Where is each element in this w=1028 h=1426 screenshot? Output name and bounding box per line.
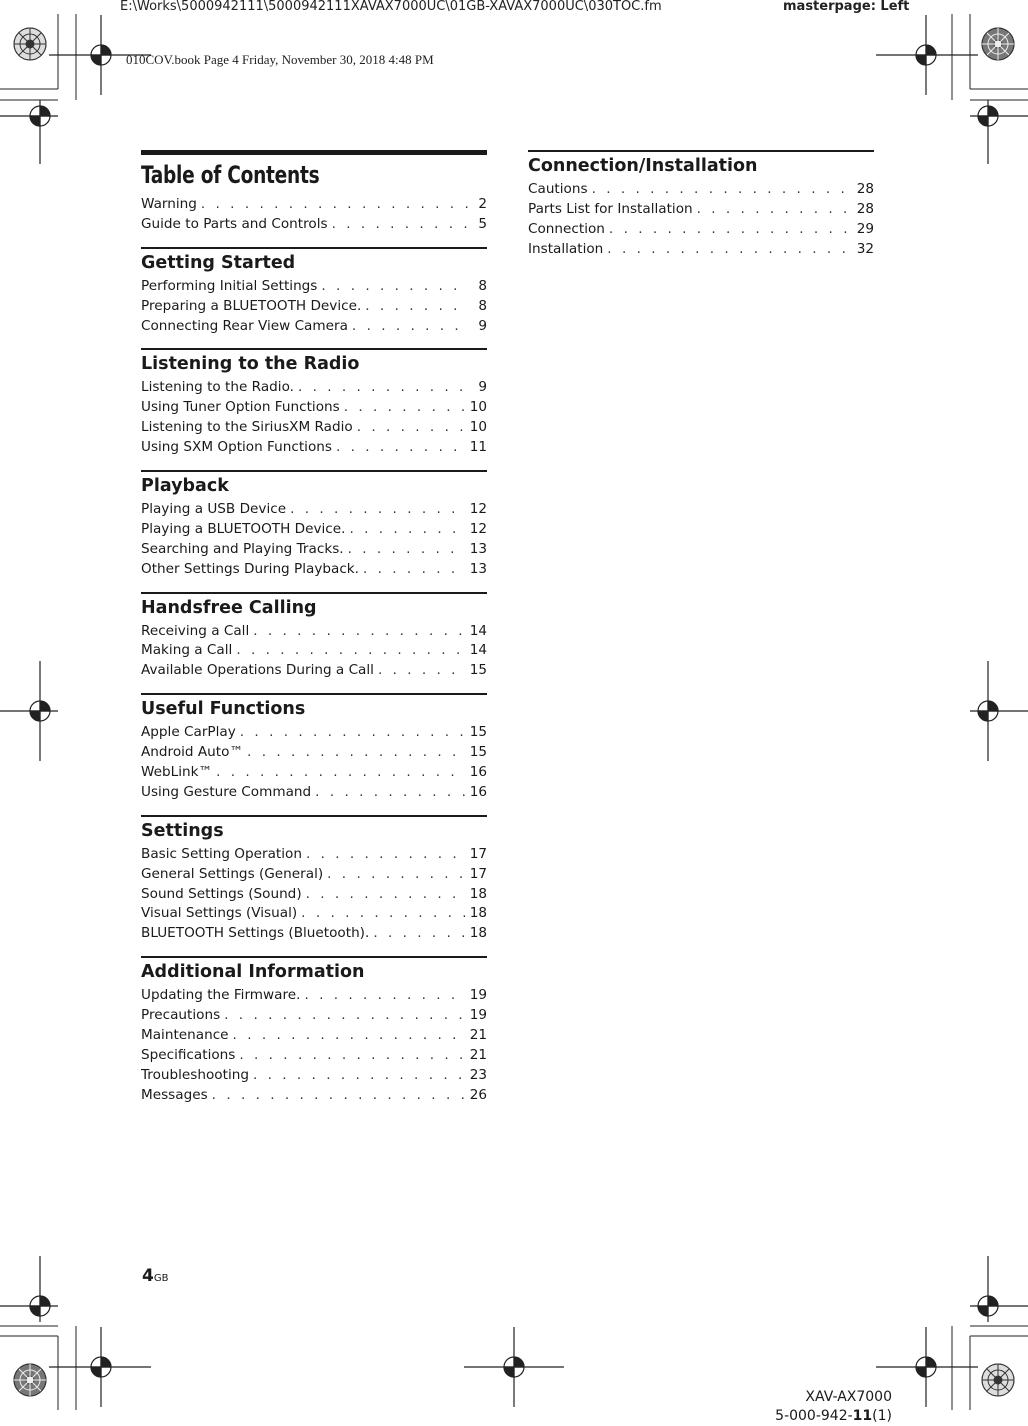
toc-entry-label: WebLink™ <box>141 764 213 781</box>
toc-entry-label: Visual Settings (Visual) <box>141 905 298 922</box>
section-title: Connection/Installation <box>528 156 758 176</box>
dot-leader <box>247 743 466 763</box>
toc-entry[interactable] <box>141 277 487 297</box>
toc-entry-label: Other Settings During Playback. <box>141 560 359 577</box>
dot-leader <box>304 986 465 1006</box>
toc-entry-page: 14 <box>469 642 487 659</box>
toc-entry[interactable] <box>141 418 487 438</box>
dot-leader <box>363 560 466 580</box>
code-prefix: 5-000-942- <box>775 1408 853 1424</box>
toc-entry-page: 13 <box>469 540 487 557</box>
toc-entry-page: 18 <box>469 925 487 942</box>
toc-entry[interactable] <box>141 641 487 661</box>
dot-leader <box>236 641 465 661</box>
toc-entry-label: Connecting Rear View Camera <box>141 317 348 334</box>
toc-entry[interactable] <box>141 661 487 681</box>
section-rule <box>141 815 487 817</box>
section-rule <box>141 470 487 472</box>
toc-entry-label: Guide to Parts and Controls <box>141 215 328 232</box>
toc-entry-page: 19 <box>469 1007 487 1024</box>
dot-leader <box>306 885 466 905</box>
dot-leader <box>592 180 853 200</box>
dot-leader <box>336 438 466 458</box>
title-rule <box>141 150 487 155</box>
toc-entry-label: Performing Initial Settings <box>141 277 318 294</box>
dot-leader <box>298 378 469 398</box>
section-title: Handsfree Calling <box>141 597 317 618</box>
toc-entry-page: 16 <box>469 783 487 800</box>
toc-entry-page: 8 <box>478 297 487 314</box>
section-title: Getting Started <box>141 252 296 273</box>
toc-section <box>141 470 487 580</box>
dot-leader <box>352 317 469 337</box>
toc-entry[interactable] <box>141 885 487 905</box>
toc-entry-label: Using SXM Option Functions <box>141 439 332 456</box>
toc-entry-page: 10 <box>469 399 487 416</box>
toc-entry[interactable] <box>141 1026 487 1046</box>
dot-leader <box>306 845 466 865</box>
toc-entry-page: 11 <box>469 439 487 456</box>
toc-entry[interactable] <box>141 438 487 458</box>
toc-section <box>141 956 487 1105</box>
section-title: Playback <box>141 476 229 497</box>
section-title: Listening to the Radio <box>141 354 360 375</box>
toc-entry-label: Making a Call <box>141 642 233 659</box>
page-title: Table of Contents <box>141 161 320 189</box>
toc-entry-page: 8 <box>478 277 487 294</box>
toc-entry-label: Troubleshooting <box>141 1066 249 1083</box>
toc-entry-page: 16 <box>469 764 487 781</box>
left-sections <box>141 247 487 1106</box>
right-sections <box>528 150 874 260</box>
toc-entry-page: 21 <box>469 1027 487 1044</box>
dot-leader <box>290 500 466 520</box>
document-code <box>775 1408 892 1424</box>
toc-entry-label: Updating the Firmware. <box>141 987 301 1004</box>
toc-entry[interactable] <box>528 180 874 200</box>
toc-section <box>141 592 487 682</box>
section-title: Additional Information <box>141 962 365 983</box>
toc-section <box>141 348 487 458</box>
code-bold: 11 <box>852 1408 873 1424</box>
toc-entry-label: Precautions <box>141 1007 221 1024</box>
toc-right-column <box>528 150 874 260</box>
toc-entry[interactable] <box>141 783 487 803</box>
file-path: E:\Works\5000942111\5000942111XAVAX7000UC\01GB-XAVAX7000UC\030TOC.fm <box>120 0 662 14</box>
toc-entry-page: 28 <box>856 181 874 197</box>
toc-entry[interactable] <box>141 500 487 520</box>
toc-entry[interactable] <box>528 240 874 260</box>
toc-entry[interactable] <box>141 1086 487 1106</box>
toc-entry[interactable] <box>141 378 487 398</box>
toc-entry[interactable] <box>141 1006 487 1026</box>
dot-leader <box>357 418 466 438</box>
dot-leader <box>609 220 853 240</box>
dot-leader <box>240 723 466 743</box>
intro-entries <box>141 195 487 235</box>
toc-entry-page: 32 <box>856 240 874 257</box>
dot-leader <box>301 904 466 924</box>
toc-entry[interactable] <box>141 865 487 885</box>
masterpage-label: masterpage: Left <box>783 0 910 14</box>
dot-leader <box>253 622 465 642</box>
toc-entry[interactable] <box>141 1066 487 1086</box>
dot-leader <box>321 277 469 297</box>
toc-entry-page: 18 <box>469 885 487 902</box>
section-rule <box>141 247 487 249</box>
dot-leader <box>239 1046 465 1066</box>
toc-entry[interactable] <box>528 200 874 220</box>
toc-entry-label: General Settings (General) <box>141 865 324 882</box>
toc-entry-page: 15 <box>469 662 487 679</box>
toc-entry[interactable] <box>141 845 487 865</box>
toc-entry[interactable] <box>141 540 487 560</box>
toc-entry-page: 12 <box>469 520 487 537</box>
toc-entry-page: 23 <box>469 1066 487 1083</box>
section-rule <box>528 150 874 152</box>
section-rule <box>141 348 487 350</box>
toc-entry-page: 29 <box>856 220 874 237</box>
toc-entry-label: Specifications <box>141 1046 236 1063</box>
toc-entry[interactable] <box>141 195 487 215</box>
toc-entry[interactable] <box>141 398 487 418</box>
toc-entry-page: 10 <box>469 419 487 436</box>
dot-leader <box>216 763 466 783</box>
toc-entry-page: 19 <box>469 987 487 1004</box>
toc-entry-page: 13 <box>469 560 487 577</box>
toc-entry[interactable] <box>141 215 487 235</box>
dot-leader <box>348 540 466 560</box>
toc-entry-page: 15 <box>469 744 487 761</box>
toc-entry-label: Receiving a Call <box>141 622 250 639</box>
toc-section <box>141 693 487 803</box>
toc-entry-page: 12 <box>469 501 487 518</box>
section-rule <box>141 592 487 594</box>
toc-entry[interactable] <box>141 520 487 540</box>
toc-entry-label: Parts List for Installation <box>528 200 693 217</box>
toc-entry-label: Using Gesture Command <box>141 783 312 800</box>
toc-entry-label: Installation <box>528 240 604 257</box>
toc-entry[interactable] <box>528 220 874 240</box>
section-title: Useful Functions <box>141 699 306 720</box>
dot-leader <box>332 215 469 235</box>
dot-leader <box>233 1026 466 1046</box>
toc-entry[interactable] <box>141 317 487 337</box>
toc-entry-page: 17 <box>469 845 487 862</box>
toc-entry-label: Maintenance <box>141 1027 229 1044</box>
toc-entry-page: 17 <box>469 865 487 882</box>
toc-section <box>141 815 487 944</box>
toc-entry-page: 21 <box>469 1046 487 1063</box>
page-number-suffix: GB <box>153 1273 169 1284</box>
toc-entry-label: Messages <box>141 1086 208 1103</box>
dot-leader <box>607 240 852 260</box>
toc-entry-label: Apple CarPlay <box>141 724 236 741</box>
dot-leader <box>344 398 466 418</box>
toc-entry-page: 9 <box>478 317 487 334</box>
section-title: Settings <box>141 820 224 841</box>
toc-entry-label: Available Operations During a Call <box>141 662 374 679</box>
toc-entry[interactable] <box>141 924 487 944</box>
toc-entry-page: 14 <box>469 622 487 639</box>
dot-leader <box>212 1086 466 1106</box>
toc-entry-label: Sound Settings (Sound) <box>141 885 302 902</box>
dot-leader <box>697 200 853 220</box>
dot-leader <box>224 1006 466 1026</box>
dot-leader <box>378 661 466 681</box>
model-number: XAV-AX7000 <box>805 1389 892 1405</box>
toc-entry-label: Listening to the Radio. <box>141 379 294 396</box>
toc-entry-page: 5 <box>478 215 487 232</box>
toc-entry-label: Listening to the SiriusXM Radio <box>141 419 353 436</box>
toc-entry-label: Searching and Playing Tracks. <box>141 540 344 557</box>
toc-entry-label: Cautions <box>528 181 588 197</box>
toc-entry-label: Connection <box>528 220 605 237</box>
toc-entry[interactable] <box>141 560 487 580</box>
toc-entry[interactable] <box>141 986 487 1006</box>
toc-entry-label: Android Auto™ <box>141 744 244 761</box>
toc-entry-label: Playing a USB Device <box>141 501 287 518</box>
toc-entry-page: 9 <box>478 379 487 396</box>
toc-entry-label: Using Tuner Option Functions <box>141 399 340 416</box>
section-rule <box>141 693 487 695</box>
toc-entry-label: Warning <box>141 196 197 212</box>
section-rule <box>141 956 487 958</box>
dot-leader <box>373 924 465 944</box>
dot-leader <box>315 783 466 803</box>
code-suffix: (1) <box>872 1408 892 1424</box>
toc-entry-label: BLUETOOTH Settings (Bluetooth). <box>141 925 370 942</box>
toc-entry[interactable] <box>141 297 487 317</box>
toc-entry[interactable] <box>141 1046 487 1066</box>
dot-leader <box>327 865 466 885</box>
toc-entry[interactable] <box>141 763 487 783</box>
toc-entry[interactable] <box>141 904 487 924</box>
toc-entry-label: Preparing a BLUETOOTH Device. <box>141 297 362 314</box>
toc-entry[interactable] <box>141 743 487 763</box>
dot-leader <box>349 520 465 540</box>
toc-entry-page: 2 <box>478 196 487 212</box>
toc-entry-label: Basic Setting Operation <box>141 845 302 862</box>
toc-entry-page: 26 <box>469 1086 487 1103</box>
toc-entry-page: 15 <box>469 724 487 741</box>
book-info: 010COV.book Page 4 Friday, November 30, 2018 4:48 PM <box>126 52 434 67</box>
toc-entry[interactable] <box>141 723 487 743</box>
dot-leader <box>201 195 469 215</box>
toc-left-column <box>141 150 487 1106</box>
toc-entry-label: Playing a BLUETOOTH Device. <box>141 520 346 537</box>
toc-entry-page: 28 <box>856 200 874 217</box>
toc-section <box>141 247 487 337</box>
toc-entry-page: 18 <box>469 905 487 922</box>
toc-section <box>528 150 874 260</box>
dot-leader <box>253 1066 466 1086</box>
page-number <box>142 1266 168 1286</box>
toc-entry[interactable] <box>141 622 487 642</box>
dot-leader <box>365 297 469 317</box>
page-number-value: 4 <box>142 1266 154 1286</box>
